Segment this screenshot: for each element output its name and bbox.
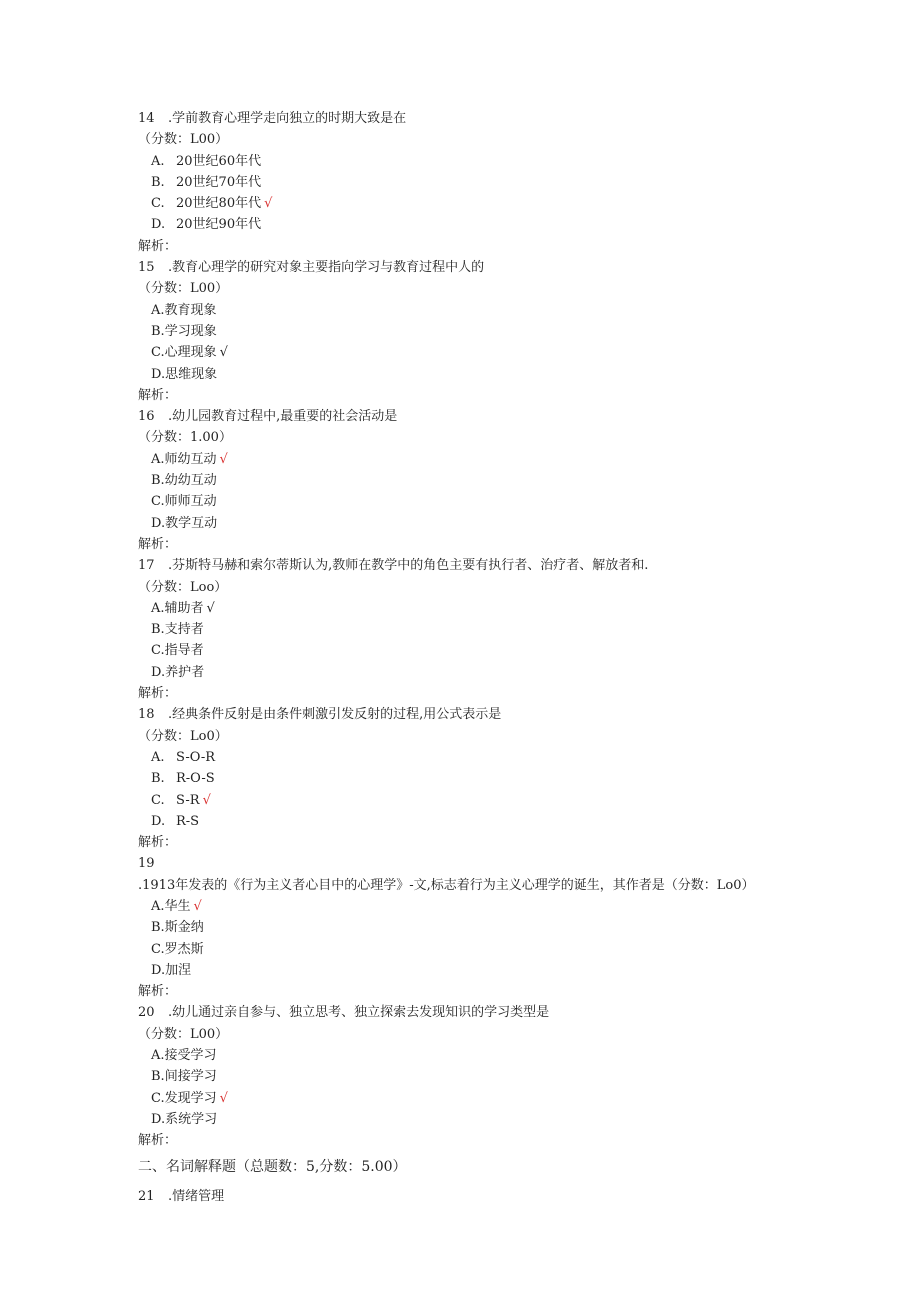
option-text: 20世纪60年代 [176,153,262,169]
question-number: 17 [138,558,155,574]
analysis-label: 解析： [138,1133,178,1149]
option-d [138,214,778,235]
question-score: （分数：1.00） [138,430,232,446]
option-text: 罗杰斯 [164,941,204,957]
option-label: D. [151,366,166,382]
option-label: C. [151,792,165,808]
option-d [138,662,778,683]
analysis-label: 解析： [138,387,178,403]
option-label: A. [151,302,165,318]
option-label: B. [151,174,165,190]
option-label: C. [151,643,165,659]
option-d [138,513,778,534]
option-c [138,1088,778,1109]
option-text: 指导者 [164,643,204,659]
option-label: A. [151,600,165,616]
option-a [138,598,778,619]
option-b [138,172,778,193]
option-text: S-O-R [176,749,216,765]
option-text: 养护者 [165,664,205,680]
option-label: D. [151,664,166,680]
question-number: 18 [138,707,155,723]
question-number: 15 [138,260,155,276]
option-text: 斯金纳 [164,920,204,936]
correct-check-icon: √ [193,898,202,914]
section-title: 二、名词解释题（总题数：5,分数：5.00） [138,1158,407,1175]
option-b [138,768,778,789]
question-block [138,704,778,853]
question-stem [138,704,778,725]
question-stem [138,108,778,129]
correct-check-icon: √ [219,451,228,467]
option-label: B. [151,473,165,489]
option-text: S-R [176,792,200,808]
question-text: .教育心理学的研究对象主要指向学习与教育过程中人的 [168,260,485,276]
question-text: .幼儿通过亲自参与、独立思考、独立探索去发现知识的学习类型是 [168,1005,550,1021]
option-label: C. [151,941,165,957]
option-a [138,449,778,470]
option-text: 支持者 [164,622,204,638]
option-label: B. [151,323,165,339]
option-b [138,1066,778,1087]
option-b [138,917,778,938]
question-block [138,406,778,555]
question-stem [138,406,778,427]
option-text: 加涅 [165,962,192,978]
correct-check-icon: √ [219,1090,228,1106]
question-text: .芬斯特马赫和索尔蒂斯认为,教师在教学中的角色主要有执行者、治疗者、解放者和. [168,558,649,574]
exam-document [138,108,778,1207]
option-c [138,640,778,661]
question-stem [138,853,778,896]
option-text: 教学互动 [165,515,218,531]
question-score: （分数：L00） [138,1026,229,1042]
option-d [138,960,778,981]
question-score: （分数：Loo） [138,579,228,595]
option-text: 辅助者 [164,600,204,616]
analysis-label: 解析： [138,238,178,254]
option-label: D. [151,962,166,978]
option-text: 幼幼互动 [164,473,217,489]
question-number: 20 [138,1005,155,1021]
option-label: D. [151,813,166,829]
option-c [138,342,778,363]
analysis-label: 解析： [138,686,178,702]
option-label: A. [151,749,165,765]
option-a [138,747,778,768]
question-score: （分数：L00） [138,132,229,148]
analysis-label: 解析： [138,536,178,552]
option-label: A. [151,898,165,914]
question-stem [138,555,778,576]
question-number: 14 [138,111,155,126]
correct-check-icon: √ [219,345,228,361]
option-text: 间接学习 [164,1069,217,1085]
option-d [138,811,778,832]
option-text: 心理现象 [164,345,217,361]
option-label: D. [151,217,166,233]
question-stem [138,1002,778,1023]
option-label: C. [151,1090,165,1106]
option-a [138,896,778,917]
option-text: 接受学习 [164,1048,217,1064]
option-c [138,790,778,811]
analysis-label: 解析： [138,835,178,851]
option-c [138,939,778,960]
question-stem [138,1186,778,1207]
option-label: D. [151,515,166,531]
question-score: （分数：L00） [138,281,229,297]
correct-check-icon: √ [206,600,215,616]
option-c [138,193,778,214]
option-text: 教育现象 [164,302,217,318]
option-text: 发现学习 [164,1090,217,1106]
question-number: 19 [138,856,155,872]
option-label: A. [151,1048,165,1064]
option-text: 师幼互动 [164,451,217,467]
correct-check-icon: √ [202,792,211,808]
option-a [138,151,778,172]
question-text: .幼儿园教育过程中,最重要的社会活动是 [168,409,398,425]
option-label: A. [151,451,165,467]
correct-check-icon: √ [264,196,273,212]
question-block [138,853,778,1002]
option-b [138,321,778,342]
option-b [138,470,778,491]
option-d [138,364,778,385]
question-number: 16 [138,409,155,425]
option-b [138,619,778,640]
option-label: B. [151,622,165,638]
option-text: 思维现象 [165,366,218,382]
question-block [138,257,778,406]
question-stem [138,257,778,278]
question-block [138,1002,778,1151]
option-label: C. [151,494,165,510]
question-block [138,108,778,257]
option-text: 师师互动 [164,494,217,510]
question-number: 21 [138,1188,155,1204]
option-label: D. [151,1111,166,1127]
option-text: 20世纪80年代 [176,196,262,212]
option-label: C. [151,345,165,361]
option-label: B. [151,1069,165,1085]
option-text: 20世纪70年代 [176,174,262,190]
option-label: C. [151,196,165,212]
analysis-label: 解析： [138,984,178,1000]
option-text: 系统学习 [165,1111,218,1127]
question-text: .1913年发表的《行为主义者心目中的心理学》-文,标志着行为主义心理学的诞生，其作者是（分数：Lo0） [138,877,755,893]
option-label: A. [151,153,165,169]
option-text: 20世纪90年代 [176,217,262,233]
option-text: R-S [176,813,200,829]
option-label: B. [151,920,165,936]
option-label: B. [151,771,165,787]
option-c [138,491,778,512]
question-text: .学前教育心理学走向独立的时期大致是在 [168,111,407,126]
option-a [138,1045,778,1066]
option-text: R-O-S [176,771,215,787]
question-block [138,555,778,704]
question-score: （分数：Lo0） [138,728,228,744]
option-a [138,300,778,321]
question-text: .情绪管理 [168,1188,225,1204]
option-text: 学习现象 [164,323,217,339]
option-d [138,1109,778,1130]
question-text: .经典条件反射是由条件刺激引发反射的过程,用公式表示是 [168,707,502,723]
option-text: 华生 [164,898,191,914]
